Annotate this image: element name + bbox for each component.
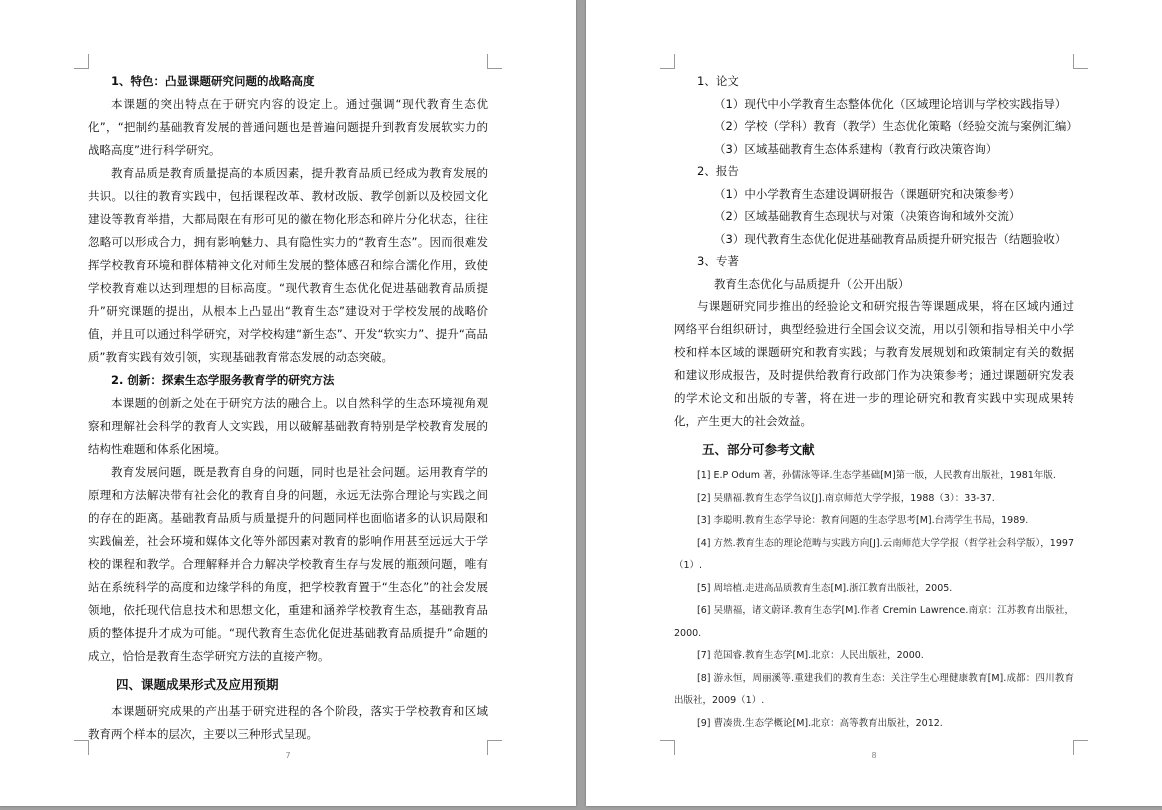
paragraph: 本课题研究成果的产出基于研究进程的各个阶段，落实于学校教育和区域教育两个样本的层次，主要以三种形式呈现。 (88, 704, 488, 741)
list-item: （2）学校（学科）教育（教学）生态优化策略（经验交流与案例汇编） (714, 119, 1078, 133)
paragraph: 本课题的突出特点在于研究内容的设定上。通过强调“现代教育生态优化”，“把制约基础教育发展的普通问题也是普遍问题提升到教育发展软实力的战略高度”进行科学研究。 (88, 97, 488, 157)
subheading-innovation: 2. 创新：探索生态学服务教育学的研究方法 (111, 373, 335, 387)
reference-item: [2] 吴鼎福.教育生态学刍议[J].南京师范大学学报，1988（3）：33-37. (697, 492, 995, 504)
paragraph: 教育发展问题，既是教育自身的问题，同时也是社会问题。运用教育学的原理和方法解决带有社会化的教育自身的问题，永远无法弥合理论与实践之间的存在的距离。基础教育品质与质量提升的问题同样也面临诸多的认识局限和实践偏差，社会环境和媒体文化等外部因素对教育的影响作用甚至远远大于学校的课程和教学。合理解释并合力解决学校教育生存与发展的瓶颈问题，唯有站在系统科学的高度和边缘学科的角度，把学校教育置于“生态化”的社会发展领地，依托现代信息技术和思想文化，重建和涵养学校教育生态，基础教育品质的整体提升才成为可能。“现代教育生态优化促进基础教育品质提升”命题的成立，恰恰是教育生态学研究方法的直接产物。 (88, 465, 488, 663)
page-number: 7 (285, 751, 291, 760)
page-body (88, 70, 488, 746)
list-title-reports: 2、报告 (697, 164, 739, 178)
page-corner-mark (487, 54, 502, 69)
list-item: （2）区域基础教育生态现状与对策（决策咨询和域外交流） (714, 209, 1021, 223)
page-corner-mark (74, 54, 89, 69)
list-item: （3）区域基础教育生态体系建构（教育行政决策咨询） (714, 141, 998, 156)
page-number: 8 (871, 751, 877, 760)
list-item: 教育生态优化与品质提升（公开出版） (714, 276, 910, 291)
reference-item: [6] 吴鼎福，诸文蔚译.教育生态学[M].作者 Cremin Lawrence.南京：江苏教育出版社，2000. (674, 605, 1074, 639)
paragraph: 与课题研究同步推出的经验论文和研究报告等课题成果，将在区域内通过网络平台组织研讨，典型经验进行全国会议交流，用以引领和指导相关中小学校和样本区域的课题研究和教育实践；与教育发展规划和政策制定有关的数据和建议形成报告，及时提供给教育行政部门作为决策参考；通过课题研究发表的学术论文和出版的专著，将在进一步的理论研究和教育实践中实现成果转化，产生更大的社会效益。 (674, 299, 1074, 428)
document-page-7 (0, 0, 576, 806)
list-item: （3）现代教育生态优化促进基础教育品质提升研究报告（结题验收） (714, 231, 1067, 246)
paragraph: 教育品质是教育质量提高的本质因素，提升教育品质已经成为教育发展的共识。以往的教育实践中，包括课程改革、教材改版、教学创新以及校园文化建设等教育举措，大都局限在有形可见的徽在物化形态和碎片分化状态，往往忽略可以形成合力，拥有影响魅力、具有隐性实力的“教育生态”。因而很难发挥学校教育环境和群体精神文化对师生发展的整体感召和综合濡化作用，致使学校教育难以达到理想的目标高度。“现代教育生态优化促进基础教育品质提升”研究课题的提出，从根本上凸显出“教育生态”建设对于学校发展的战略价值，并且可以通过科学研究，对学校构建“新生态”、开发“软实力”、提升“高品质”教育实践有效引领，实现基础教育常态发展的动态突破。 (88, 166, 488, 364)
document-page-8 (586, 0, 1162, 806)
list-item: （1）现代中小学教育生态整体优化（区域理论培训与学校实践指导） (714, 96, 1067, 111)
reference-item: [5] 周培植.走进高品质教育生态[M].浙江教育出版社，2005. (697, 582, 953, 594)
page-corner-mark (660, 54, 675, 69)
reference-list (674, 465, 1074, 735)
reference-item: [1] E.P Odum 著，孙儒泳等译.生态学基础[M]第一版，人民教育出版社，1981年版. (697, 470, 1056, 481)
page-body (674, 70, 1078, 735)
list-item: （1）中小学教育生态建设调研报告（课题研究和决策参考） (714, 186, 1021, 201)
paragraph: 本课题的创新之处在于研究方法的融合上。以自然科学的生态环境视角观察和理解社会科学的教育人文实践，用以破解基础教育特别是学校教育发展的结构性难题和体系化困境。 (88, 396, 488, 456)
reference-item: [3] 李聪明.教育生态学导论：教育问题的生态学思考[M].台湾学生书局，1989. (697, 515, 1029, 526)
reference-item: [7] 范国睿.教育生态学[M].北京：人民出版社，2000. (697, 650, 924, 661)
list-title-monograph: 3、专著 (697, 254, 739, 268)
page-corner-mark (1073, 54, 1088, 69)
subheading-feature: 1、特色：凸显课题研究问题的战略高度 (111, 74, 315, 88)
reference-item: [8] 游永恒，周丽溪等.重建我们的教育生态：关注学生心理健康教育[M].成都：四川教育出版社，2009（1）. (674, 672, 1074, 706)
section-title-outcomes: 四、课题成果形式及应用预期 (116, 677, 279, 692)
section-title-references: 五、部分可参考文献 (702, 442, 815, 457)
reference-item: [9] 曹凑贵.生态学概论[M].北京：高等教育出版社，2012. (697, 717, 943, 729)
list-title-papers: 1、论文 (697, 74, 739, 88)
reference-item: [4] 方然.教育生态的理论范畴与实践方向[J].云南师范大学学报（哲学社会科学版），1997（1）. (674, 537, 1074, 571)
